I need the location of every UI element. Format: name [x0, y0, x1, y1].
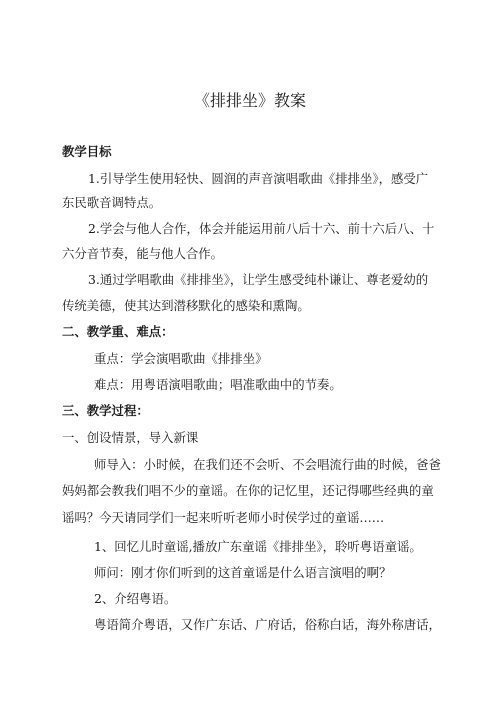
document-title: 《排排坐》教案 — [193, 91, 306, 110]
paragraph-line: 3.通过学唱歌曲《排排坐》，让学生感受纯朴谦让、尊老爱幼的 — [88, 272, 429, 287]
paragraph-line: 1、回忆儿时童谣,播放广东童谣《排排坐》，聆听粤语童谣。 — [94, 539, 422, 554]
paragraph-line: 传统美德，使其达到潜移默化的感染和熏陶。 — [62, 298, 310, 313]
section-heading-key-points: 二、教学重、难点： — [62, 324, 174, 339]
paragraph-line: 师导入：小时候，在我们还不会听、不会唱流行曲的时候，爸爸 — [94, 457, 441, 472]
section-heading-objectives: 教学目标 — [62, 144, 112, 159]
paragraph-line: 难点：用粤语演唱歌曲；唱准歌曲中的节奏。 — [94, 377, 342, 392]
paragraph-line: 师问：刚才你们听到的这首童谣是什么语言演唱的啊？ — [94, 565, 392, 580]
paragraph-line: 妈妈都会教我们唱不少的童谣。在你的记忆里，还记得哪些经典的童 — [62, 483, 434, 498]
paragraph-line: 东民歌音调特点。 — [62, 195, 162, 210]
paragraph-line: 重点：学会演唱歌曲《排排坐》 — [94, 351, 268, 366]
section-heading-process: 三、教学过程： — [62, 403, 149, 418]
paragraph-line: 2.学会与他人合作，体会并能运用前八后十六、前十六后八、十 — [88, 221, 435, 236]
paragraph-line: 1.引导学生使用轻快、圆润的声音演唱歌曲《排排坐》，感受广 — [88, 171, 429, 186]
paragraph-line: 谣吗？今天请同学们一起来听听老师小时侯学过的童谣…… — [62, 510, 385, 525]
paragraph-line: 六分音节奏，能与他人合作。 — [62, 246, 224, 261]
paragraph-line: 2、介绍粤语。 — [94, 591, 177, 606]
paragraph-line: 粤语简介粤语，又作广东话、广府话，俗称白话，海外称唐话， — [94, 617, 441, 632]
subsection-heading: 一、创设情景，导入新课 — [62, 430, 199, 445]
